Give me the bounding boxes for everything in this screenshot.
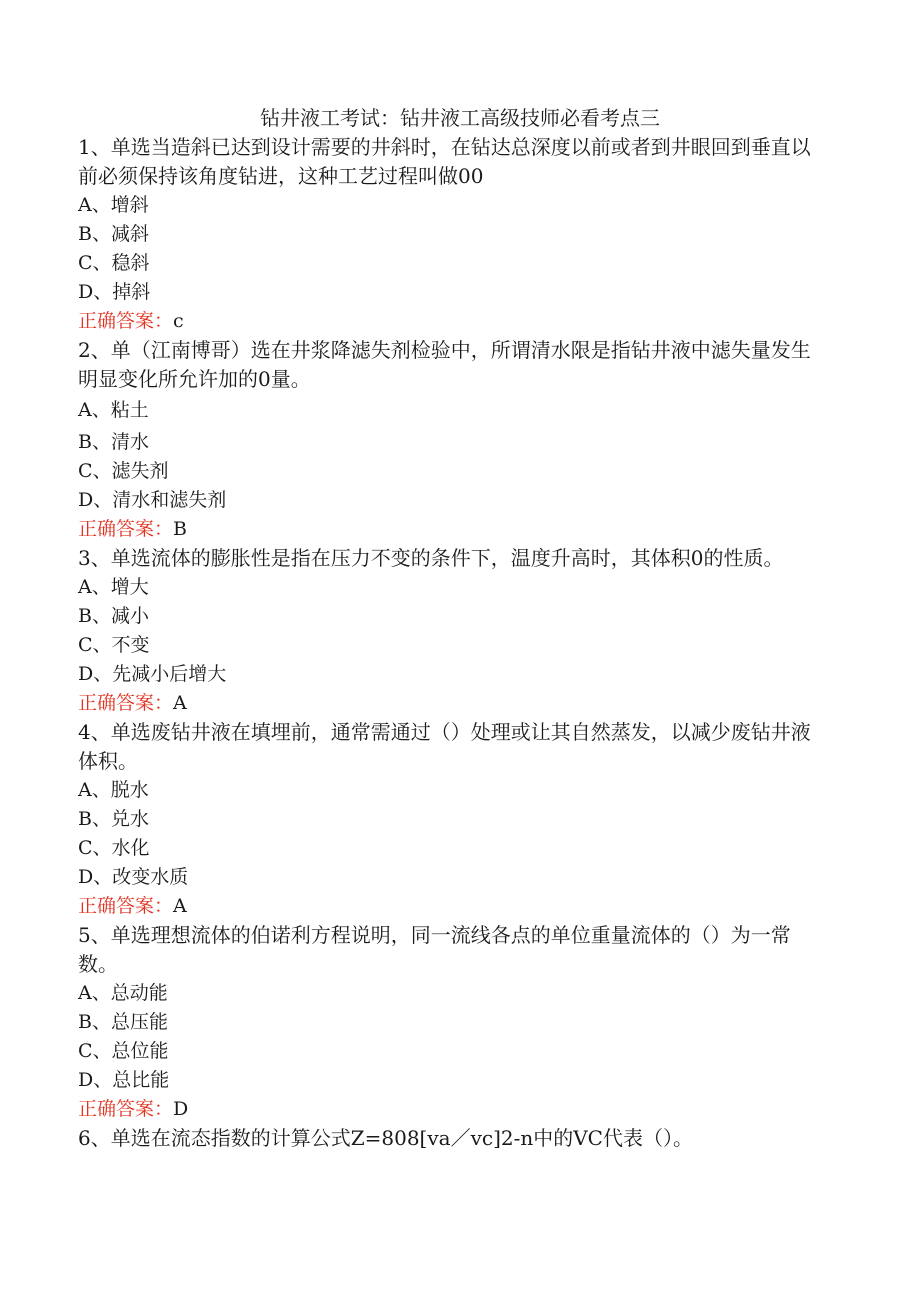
question-4 <box>78 718 830 921</box>
document-title: 钻井液工考试：钻井液工高级技师必看考点三 <box>260 106 660 130</box>
option-c: C、稳斜 <box>78 252 150 274</box>
correct-answer <box>78 515 830 544</box>
option-c: C、滤失剂 <box>78 460 169 482</box>
answer-value: c <box>173 310 184 332</box>
option-a: A、总动能 <box>78 982 168 1004</box>
option-c: C、不变 <box>78 634 150 656</box>
answer-label: 正确答案： <box>78 1098 174 1120</box>
correct-answer <box>78 1095 830 1124</box>
answer-value: D <box>173 1098 189 1120</box>
option-c: C、水化 <box>78 837 150 859</box>
option-b: B、减小 <box>78 605 149 627</box>
question-stem: 4、单选废钻井液在填埋前，通常需通过（）处理或让其自然蒸发，以减少废钻井液体积。 <box>78 720 811 773</box>
option-d: D、总比能 <box>78 1069 170 1091</box>
question-5 <box>78 921 830 1124</box>
answer-value: B <box>173 518 187 540</box>
answer-label: 正确答案： <box>78 692 174 714</box>
answer-label: 正确答案： <box>78 895 174 917</box>
option-d: D、清水和滤失剂 <box>78 489 227 511</box>
option-a: A、粘土 <box>78 399 149 421</box>
question-6 <box>78 1124 830 1153</box>
option-b: B、总压能 <box>78 1011 168 1033</box>
question-list <box>78 133 830 1153</box>
correct-answer <box>78 307 830 336</box>
option-d: D、先减小后增大 <box>78 663 227 685</box>
option-a: A、脱水 <box>78 779 149 801</box>
question-stem: 1、单选当造斜已达到设计需要的井斜时，在钻达总深度以前或者到井眼回到垂直以前必须保持该角度钻进，这种工艺过程叫做00 <box>78 135 811 188</box>
question-stem: 2、单（江南博哥）选在井浆降滤失剂检验中，所谓清水限是指钻井液中滤失量发生明显变化所允许加的0量。 <box>78 338 811 391</box>
option-b: B、减斜 <box>78 223 149 245</box>
correct-answer <box>78 689 830 718</box>
option-a: A、增斜 <box>78 194 149 216</box>
question-3 <box>78 544 830 718</box>
option-b: B、兑水 <box>78 808 149 830</box>
question-stem: 3、单选流体的膨胀性是指在压力不变的条件下，温度升高时，其体积0的性质。 <box>78 546 784 570</box>
answer-label: 正确答案： <box>78 518 174 540</box>
correct-answer <box>78 892 830 921</box>
option-a: A、增大 <box>78 576 149 598</box>
option-d: D、掉斜 <box>78 281 151 303</box>
answer-value: A <box>173 692 187 714</box>
answer-label: 正确答案： <box>78 310 174 332</box>
question-stem: 6、单选在流态指数的计算公式Z=808[va／vc]2-n中的VC代表（）。 <box>78 1126 693 1150</box>
option-c: C、总位能 <box>78 1040 169 1062</box>
question-stem: 5、单选理想流体的伯诺利方程说明，同一流线各点的单位重量流体的（）为一常数。 <box>78 923 791 976</box>
option-d: D、改变水质 <box>78 866 189 888</box>
question-2 <box>78 336 830 544</box>
question-1 <box>78 133 830 336</box>
answer-value: A <box>173 895 187 917</box>
option-b: B、清水 <box>78 431 149 453</box>
